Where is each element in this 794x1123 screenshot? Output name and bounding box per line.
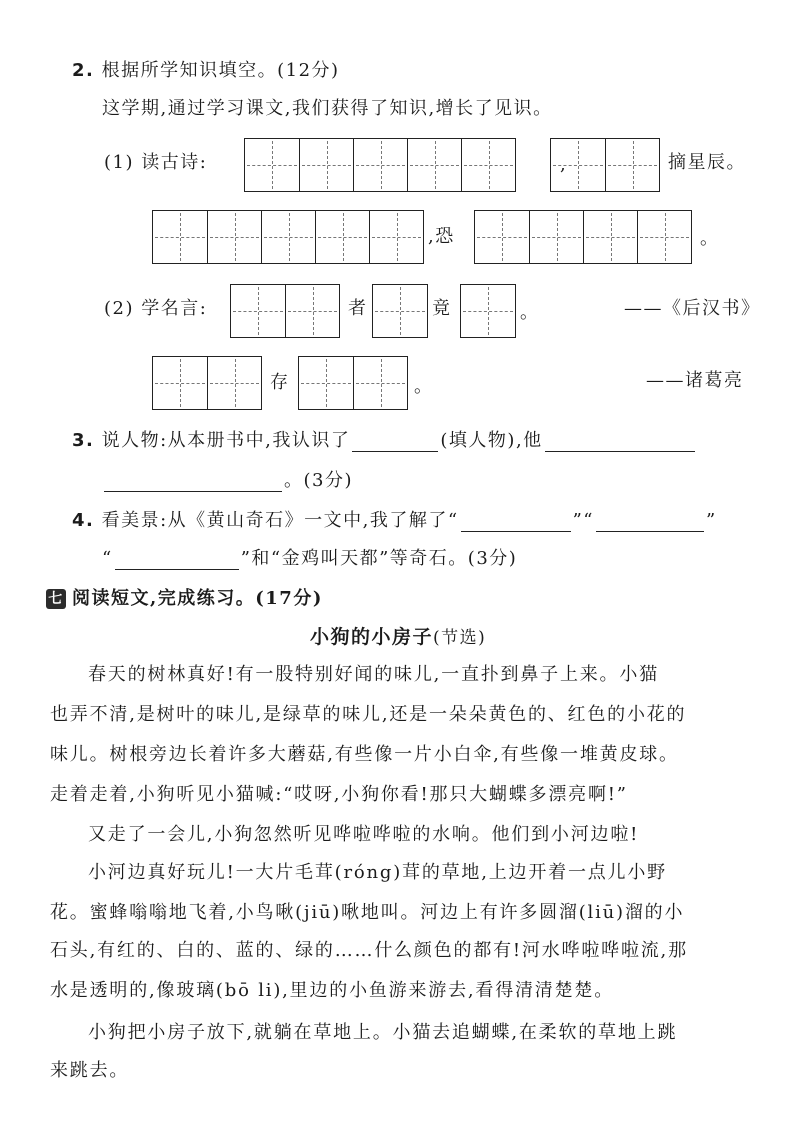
- q4-text-a: 看美景:从《黄山奇石》一文中,我了解了“: [101, 510, 459, 531]
- grid-cell[interactable]: [231, 285, 285, 337]
- q2-heading: [72, 60, 340, 82]
- section-7-title: 阅读短文,完成练习。(17分): [72, 588, 323, 609]
- poem-grid-1[interactable]: [244, 138, 516, 192]
- poem-end: 。: [700, 228, 720, 249]
- grid-cell[interactable]: [475, 211, 529, 263]
- q3-line-1: [72, 430, 697, 452]
- passage-line: 来跳去。: [50, 1060, 130, 1081]
- q3-text-c: 。(3分): [284, 470, 353, 491]
- quote-grid-1[interactable]: [230, 284, 340, 338]
- quote-grid-3[interactable]: [460, 284, 516, 338]
- section-7-heading: [46, 588, 323, 610]
- poem-tail: 摘星辰。: [668, 152, 746, 173]
- grid-cell[interactable]: [353, 139, 407, 191]
- poem-grid-3[interactable]: [152, 210, 424, 264]
- q3-blank-person[interactable]: [352, 433, 438, 452]
- passage-title-row: [310, 626, 486, 649]
- grid-cell[interactable]: [605, 139, 659, 191]
- q4-number: 4.: [72, 510, 95, 531]
- poem-grid-4[interactable]: [474, 210, 692, 264]
- poem-kong: ,恐: [428, 226, 455, 247]
- grid-cell[interactable]: [299, 357, 353, 409]
- passage-line: 又走了一会儿,小狗忽然听见哗啦哗啦的水响。他们到小河边啦!: [88, 824, 640, 845]
- grid-cell[interactable]: [207, 211, 261, 263]
- q2-title: 根据所学知识填空。(12分): [101, 60, 340, 81]
- grid-cell[interactable]: [153, 357, 207, 409]
- grid-cell[interactable]: [461, 139, 515, 191]
- grid-cell[interactable]: [299, 139, 353, 191]
- quote-end: 。: [520, 302, 540, 323]
- q3-number: 3.: [72, 430, 95, 451]
- quote-source-1: ——《后汉书》: [624, 298, 761, 319]
- q3-text-b: (填人物),他: [440, 430, 543, 451]
- quote-jing: 竟: [432, 298, 452, 319]
- grid-cell[interactable]: [369, 211, 423, 263]
- q2-item2-label: (2) 学名言:: [104, 298, 208, 319]
- comma: ,: [560, 154, 568, 175]
- grid-cell[interactable]: [153, 211, 207, 263]
- grid-cell[interactable]: [207, 357, 261, 409]
- passage-line: 春天的树林真好!有一股特别好闻的味儿,一直扑到鼻子上来。小猫: [88, 664, 659, 685]
- q2-number: 2.: [72, 60, 95, 81]
- passage-line: 花。蜜蜂嗡嗡地飞着,小鸟啾(jiū)啾地叫。河边上有许多圆溜(liū)溜的小: [50, 902, 685, 923]
- q3-blank-desc-1[interactable]: [545, 433, 695, 452]
- passage-subtitle: (节选): [433, 628, 487, 648]
- quote-source-2: ——诸葛亮: [646, 370, 744, 391]
- q4-blank-2[interactable]: [596, 513, 704, 532]
- grid-cell[interactable]: [461, 285, 515, 337]
- passage-line: 味儿。树根旁边长着许多大蘑菇,有些像一片小白伞,有些像一堆黄皮球。: [50, 744, 679, 765]
- grid-cell[interactable]: [373, 285, 427, 337]
- grid-cell[interactable]: [353, 357, 407, 409]
- grid-cell[interactable]: [407, 139, 461, 191]
- grid-cell[interactable]: [285, 285, 339, 337]
- quote-grid-2[interactable]: [372, 284, 428, 338]
- passage-line: 石头,有红的、白的、蓝的、绿的……什么颜色的都有!河水哗啦哗啦流,那: [50, 940, 688, 961]
- passage-line: 也弄不清,是树叶的味儿,是绿草的味儿,还是一朵朵黄色的、红色的小花的: [50, 704, 687, 725]
- q4-blank-3[interactable]: [115, 551, 239, 570]
- q4-blank-1[interactable]: [461, 513, 571, 532]
- section-number-icon: 七: [46, 589, 66, 609]
- q4-line-1: [72, 510, 717, 532]
- q2-intro: 这学期,通过学习课文,我们获得了知识,增长了见识。: [102, 98, 553, 119]
- quote-end-2: 。: [414, 376, 434, 397]
- passage-line: 小狗把小房子放下,就躺在草地上。小猫去追蝴蝶,在柔软的草地上跳: [88, 1022, 678, 1043]
- grid-cell[interactable]: [637, 211, 691, 263]
- passage-line: 小河边真好玩儿!一大片毛茸(róng)茸的草地,上边开着一点儿小野: [88, 862, 667, 883]
- grid-cell[interactable]: [583, 211, 637, 263]
- q4-quote-mid: ”“: [572, 510, 595, 531]
- grid-cell[interactable]: [261, 211, 315, 263]
- grid-cell[interactable]: [245, 139, 299, 191]
- quote-cun: 存: [270, 372, 290, 393]
- quote-zhe: 者: [348, 298, 368, 319]
- grid-cell[interactable]: [315, 211, 369, 263]
- poem-grid-2[interactable]: [550, 138, 660, 192]
- grid-cell[interactable]: [551, 139, 605, 191]
- q4-line2-text: ”和“金鸡叫天都”等奇石。(3分): [240, 548, 518, 569]
- q3-text-a: 说人物:从本册书中,我认识了: [101, 430, 351, 451]
- passage-line: 水是透明的,像玻璃(bō li),里边的小鱼游来游去,看得清清楚楚。: [50, 980, 615, 1001]
- q3-blank-desc-2[interactable]: [104, 473, 282, 492]
- grid-cell[interactable]: [529, 211, 583, 263]
- passage-title: 小狗的小房子: [310, 626, 434, 648]
- q2-item1-label: (1) 读古诗:: [104, 152, 208, 173]
- q4-quote-end: ”: [706, 510, 717, 531]
- q4-line2-open: “: [102, 548, 113, 569]
- q3-line-2: [102, 470, 353, 492]
- quote-grid-4[interactable]: [152, 356, 262, 410]
- q4-line-2: [102, 548, 517, 570]
- quote-grid-5[interactable]: [298, 356, 408, 410]
- passage-line: 走着走着,小狗听见小猫喊:“哎呀,小狗你看!那只大蝴蝶多漂亮啊!”: [50, 784, 628, 805]
